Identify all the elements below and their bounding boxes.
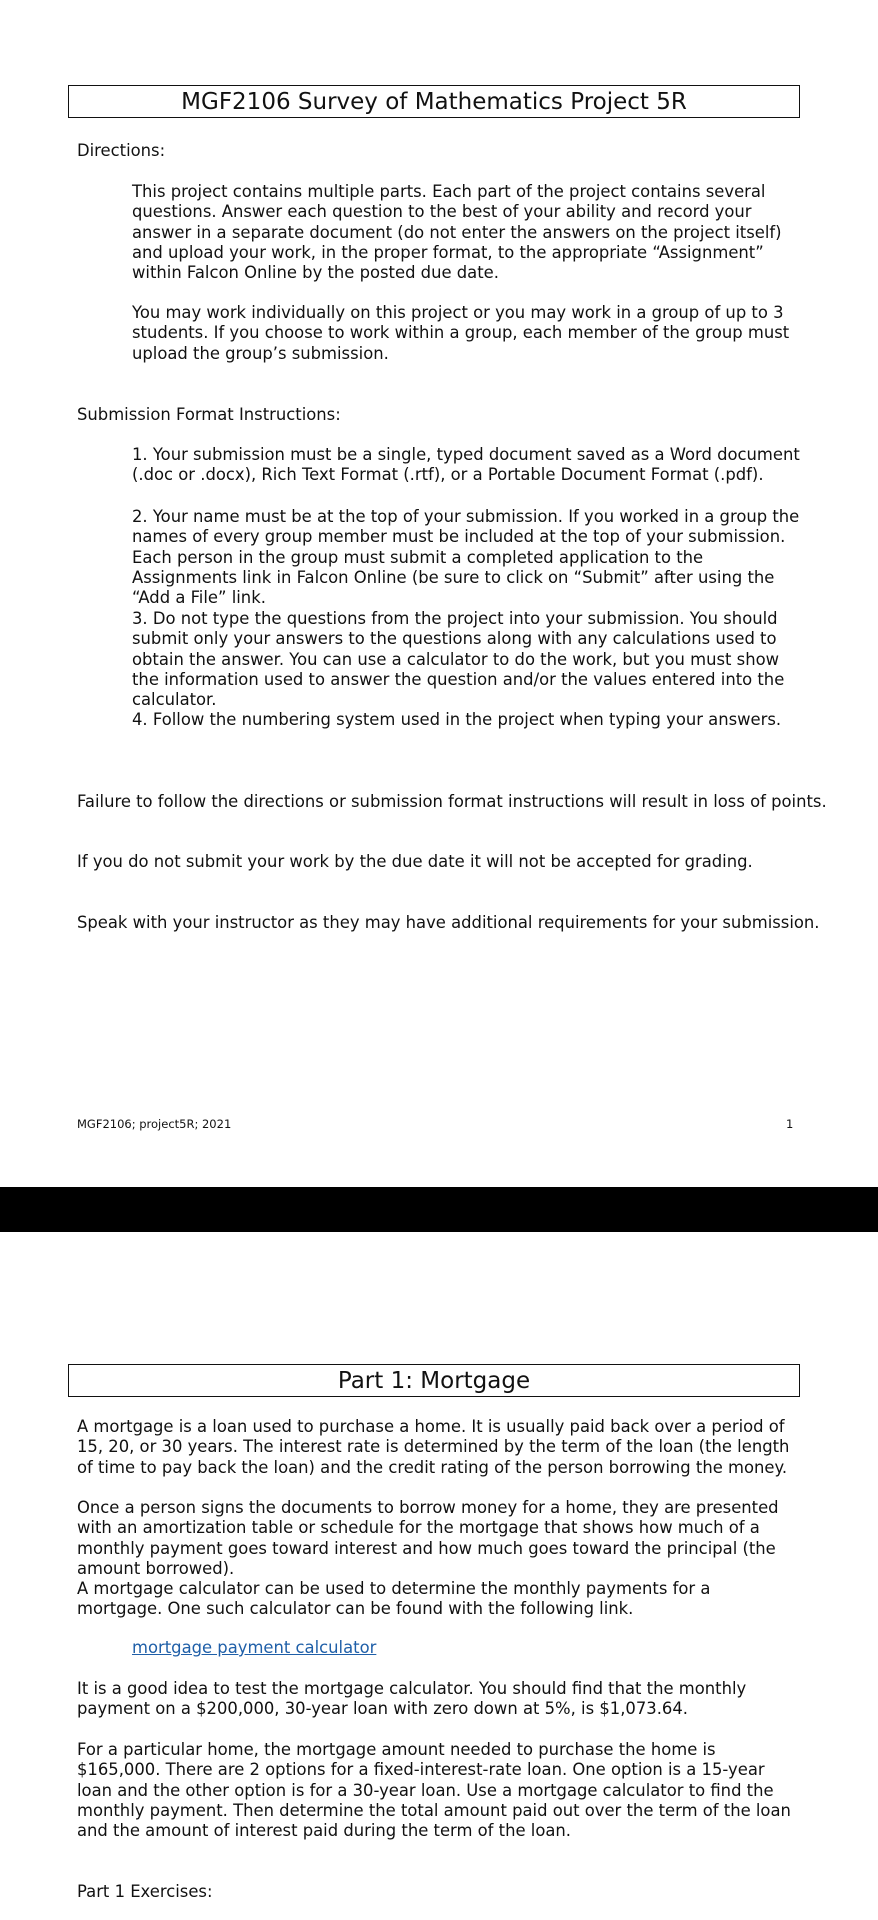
footer-label: MGF2106; project5R; 2021 (77, 1117, 232, 1131)
note-failure: Failure to follow the directions or submission format instructions will result in loss of points. (77, 792, 827, 811)
page-title (68, 85, 800, 118)
directions-paragraph-1: This project contains multiple parts. Each part of the project contains several questions. Answer each question to the best of your ability and record your answer in a separate document (do not enter the answers on the project itself) and upload your work, in the proper format, to the appropriate “Assignment” within Falcon Online by the posted due date. (132, 182, 782, 283)
mortgage-paragraph-5: For a particular home, the mortgage amount needed to purchase the home is $165,000. There are 2 options for a fixed-interest-rate loan. One option is a 15-year loan and the other option is for a 30-year loan. Use a mortgage calculator to find the monthly payment. Then determine the total amount paid out over the term of the loan and the amount of interest paid during the term of the loan. (77, 1740, 791, 1841)
page-title-text: MGF2106 Survey of Mathematics Project 5R (181, 88, 687, 115)
page-separator (0, 1187, 878, 1232)
submission-heading: Submission Format Instructions: (77, 405, 341, 424)
mortgage-paragraph-1: A mortgage is a loan used to purchase a home. It is usually paid back over a period of 15, 20, or 30 years. The interest rate is determined by the term of the loan (the length of time to pay back the loan) and the credit rating of the person borrowing the money. (77, 1417, 790, 1477)
instruction-item: 2. Your name must be at the top of your submission. If you worked in a group the names of every group member must be included at the top of your submission. Each person in the group must submit a completed application to the Assignments link in Falcon Online (be sure to click on “Submit” after using the “Add a File” link. (132, 507, 800, 608)
exercises-heading: Part 1 Exercises: (77, 1882, 213, 1901)
mortgage-paragraph-3: A mortgage calculator can be used to determine the monthly payments for a mortgage. One such calculator can be found with the following link. (77, 1579, 711, 1619)
document-page-2 (0, 1232, 878, 1920)
mortgage-calculator-link[interactable]: mortgage payment calculator (132, 1638, 377, 1657)
mortgage-paragraph-2: Once a person signs the documents to borrow money for a home, they are presented with an amortization table or schedule for the mortgage that shows how much of a monthly payment goes toward interest and how much goes toward the principal (the amount borrowed). (77, 1498, 779, 1578)
mortgage-paragraph-4: It is a good idea to test the mortgage calculator. You should find that the monthly payment on a $200,000, 30-year loan with zero down at 5%, is $1,073.64. (77, 1679, 747, 1719)
instruction-item: 3. Do not type the questions from the project into your submission. You should submit only your answers to the questions along with any calculations used to obtain the answer. You can use a calculator to do the work, but you must show the information used to answer the question and/or the values entered into the calculator. (132, 609, 785, 710)
instruction-item: 1. Your submission must be a single, typed document saved as a Word document (.doc or .docx), Rich Text Format (.rtf), or a Portable Document Format (.pdf). (132, 445, 800, 485)
directions-heading: Directions: (77, 141, 166, 160)
instruction-item: 4. Follow the numbering system used in the project when typing your answers. (132, 710, 782, 729)
directions-paragraph-2: You may work individually on this project or you may work in a group of up to 3 students. If you choose to work within a group, each member of the group must upload the group’s submission. (132, 303, 790, 363)
section-title (68, 1364, 800, 1397)
page-number: 1 (786, 1117, 794, 1131)
note-instructor: Speak with your instructor as they may have additional requirements for your submission. (77, 913, 820, 932)
note-due-date: If you do not submit your work by the due date it will not be accepted for grading. (77, 852, 753, 871)
section-title-text: Part 1: Mortgage (337, 1367, 531, 1394)
